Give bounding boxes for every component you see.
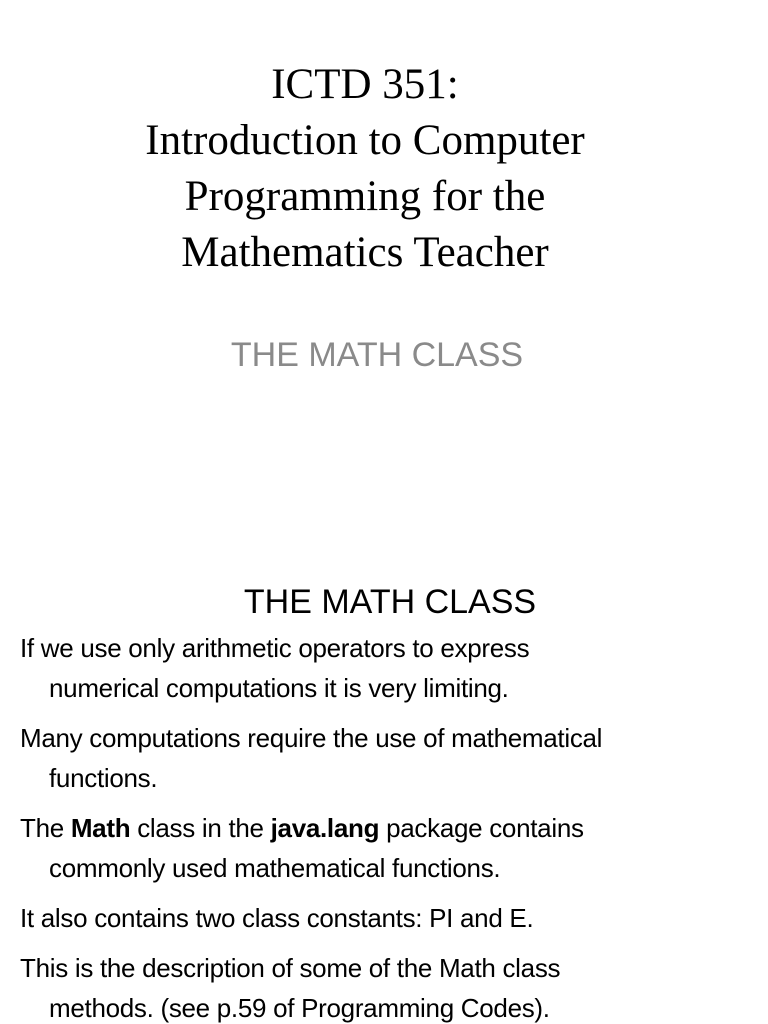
course-title-line: ICTD 351: bbox=[271, 61, 459, 108]
bullet-list bbox=[20, 628, 768, 1024]
bullet-item bbox=[20, 808, 768, 888]
bullet-line: This is the description of some of the Math class bbox=[20, 953, 561, 983]
bullet-line: If we use only arithmetic operators to express bbox=[20, 633, 530, 663]
bullet-item bbox=[20, 948, 768, 1024]
text-segment: package contains bbox=[379, 813, 584, 843]
bullet-line: It also contains two class constants: PI and E. bbox=[20, 903, 534, 933]
text-segment: The bbox=[20, 813, 71, 843]
bullet-line-continued: numerical computations it is very limiting. bbox=[49, 673, 509, 703]
slide-subtitle: THE MATH CLASS bbox=[230, 336, 524, 374]
bullet-line: Many computations require the use of mathematical bbox=[20, 723, 603, 753]
course-title bbox=[0, 57, 730, 281]
content-slide bbox=[0, 512, 768, 1024]
bold-term-java-lang: java.lang bbox=[270, 813, 380, 843]
bullet-item bbox=[20, 628, 768, 708]
bullet-item bbox=[20, 898, 768, 938]
bullet-line-continued: commonly used mathematical functions. bbox=[49, 853, 501, 883]
bullet-line bbox=[20, 808, 768, 848]
bullet-line-continued: methods. (see p.59 of Programming Codes). bbox=[49, 993, 550, 1023]
course-title-line: Introduction to Computer bbox=[145, 117, 585, 164]
slide-title: THE MATH CLASS bbox=[243, 583, 537, 621]
course-title-line: Mathematics Teacher bbox=[181, 229, 549, 276]
bullet-line-continued: functions. bbox=[49, 763, 158, 793]
bullet-item bbox=[20, 718, 768, 798]
course-title-line: Programming for the bbox=[184, 173, 546, 220]
bold-term-math: Math bbox=[70, 813, 131, 843]
text-segment: class in the bbox=[130, 813, 271, 843]
